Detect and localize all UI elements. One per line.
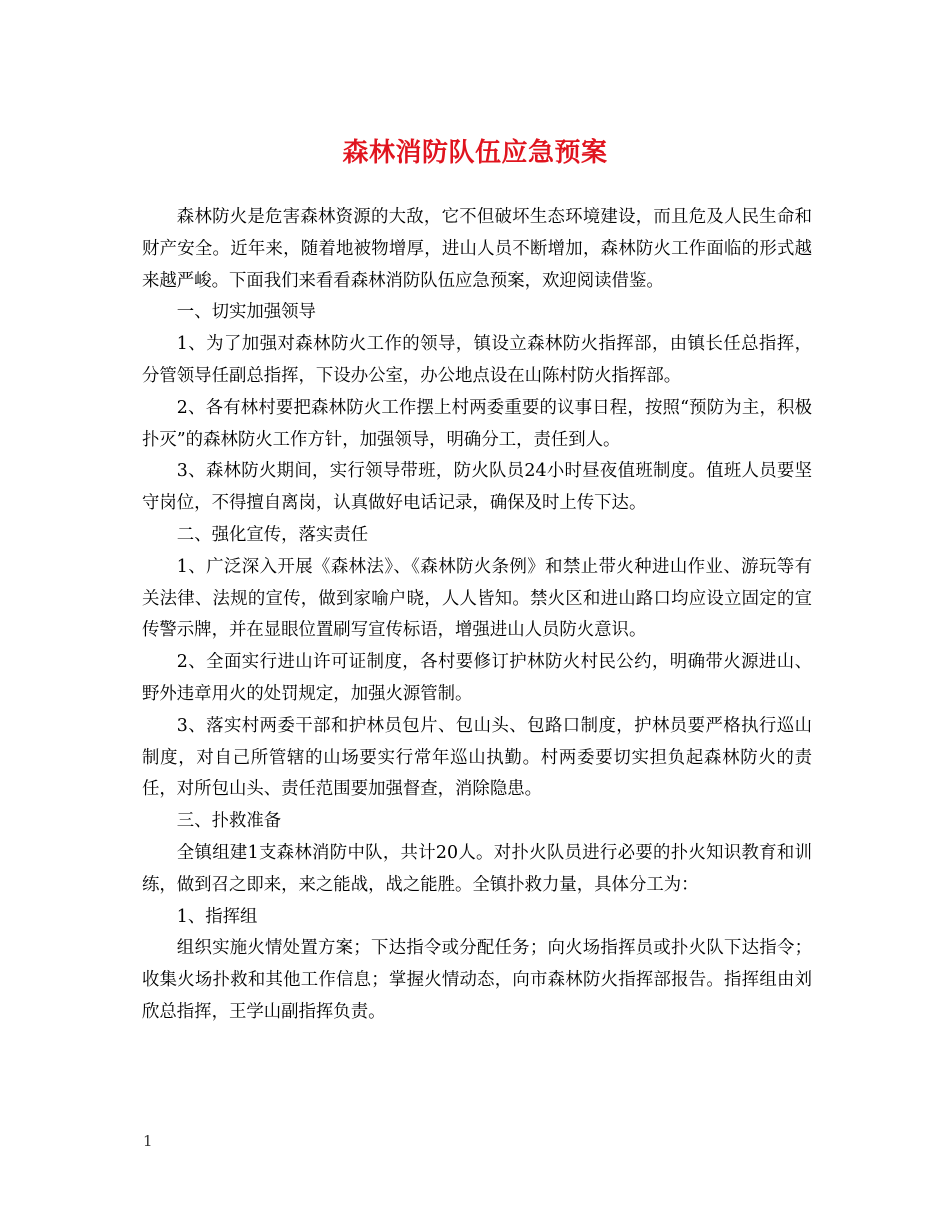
- sub-heading: 1、指挥组: [176, 906, 258, 927]
- paragraph: 全镇组建1支森林消防中队，共计20人。对扑火队员进行必要的扑火知识教育和训练，做到召之即来，来之能战，战之能胜。全镇扑救力量，具体分工为：: [142, 842, 812, 895]
- paragraph: 组织实施火情处置方案；下达指令或分配任务；向火场指挥员或扑火队下达指令；收集火场扑救和其他工作信息；掌握火情动态，向市森林防火指挥部报告。指挥组由刘欣总指挥，王学山副指挥负责。: [142, 938, 812, 1022]
- paragraph-intro: 森林防火是危害森林资源的大敌，它不但破坏生态环境建设，而且危及人民生命和财产安全。近年来，随着地被物增厚，进山人员不断增加，森林防火工作面临的形式越来越严峻。下面我们来看看森林消防队伍应急预案，欢迎阅读借鉴。: [142, 207, 812, 291]
- paragraph: 3、落实村两委干部和护林员包片、包山头、包路口制度，护林员要严格执行巡山制度，对自己所管辖的山场要实行常年巡山执勤。村两委要切实担负起森林防火的责任，对所包山头、责任范围要加强督查，消除隐患。: [142, 715, 812, 800]
- document-body: [142, 202, 812, 1029]
- section-heading-3: 三、扑救准备: [176, 811, 282, 832]
- section-heading-1: 一、切实加强领导: [176, 302, 316, 323]
- paragraph: 2、各有林村要把森林防火工作摆上村两委重要的议事日程，按照“预防为主，积极扑灭”的森林防火工作方针，加强领导，明确分工，责任到人。: [142, 397, 812, 450]
- section-heading-2: 二、强化宣传，落实责任: [176, 524, 369, 545]
- paragraph: 3、森林防火期间，实行领导带班，防火队员24小时昼夜值班制度。值班人员要坚守岗位，不得擅自离岗，认真做好电话记录，确保及时上传下达。: [142, 461, 812, 514]
- paragraph: 1、为了加强对森林防火工作的领导，镇设立森林防火指挥部，由镇长任总指挥，分管领导任副总指挥，下设办公室，办公地点设在山陈村防火指挥部。: [142, 334, 812, 386]
- paragraph: 2、全面实行进山许可证制度，各村要修订护林防火村民公约，明确带火源进山、野外违章用火的处罚规定，加强火源管制。: [142, 652, 812, 704]
- page-number: 1: [143, 1132, 153, 1150]
- paragraph: 1、广泛深入开展《森林法》、《森林防火条例》和禁止带火种进山作业、游玩等有关法律、法规的宣传，做到家喻户晓，人人皆知。禁火区和进山路口均应设立固定的宣传警示牌，并在显眼位置刷写宣传标语，增强进山人员防火意识。: [142, 556, 812, 641]
- document-title: 森林消防队伍应急预案: [342, 138, 608, 168]
